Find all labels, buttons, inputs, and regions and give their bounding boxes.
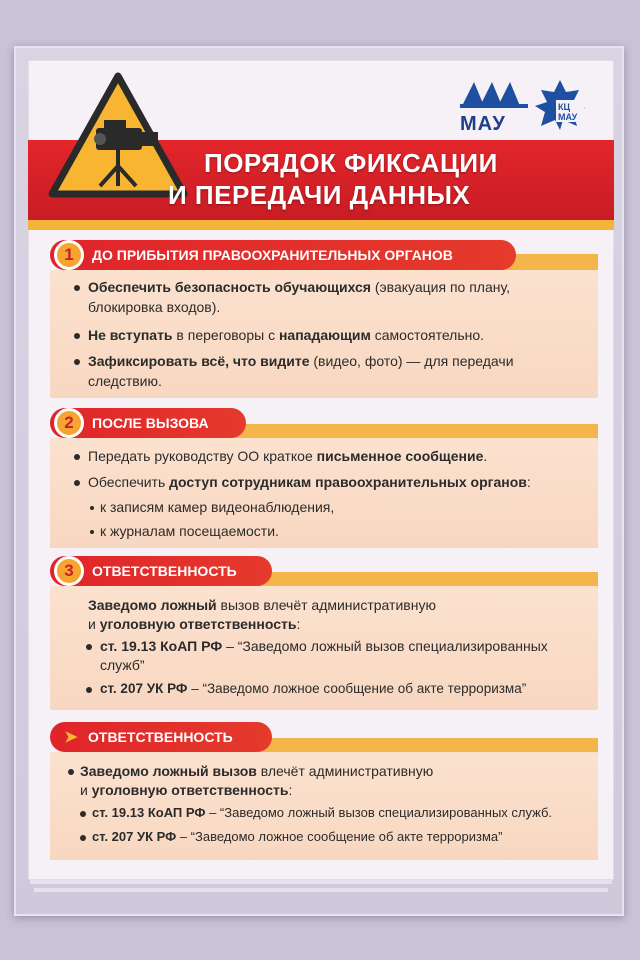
- section-2-number: 2: [54, 408, 84, 438]
- s2-sub-2: к журналам посещаемости.: [100, 523, 279, 539]
- section-2-header: [50, 408, 246, 438]
- s2-bullet-2: Обеспечить доступ сотрудникам правоохранительных органов:: [88, 474, 531, 490]
- mau-logo-text: МАУ: [460, 113, 506, 135]
- bullet: [74, 359, 80, 365]
- header-stripe: [28, 220, 614, 230]
- sub-bullet: [90, 506, 94, 510]
- s1-bullet-3-cont: следствию.: [88, 373, 162, 389]
- title-line-2: И ПЕРЕДАЧИ ДАННЫХ: [168, 180, 471, 210]
- s4-line-2: и уголовную ответственность:: [80, 782, 293, 798]
- bullet: [80, 835, 86, 841]
- s4-bullet-1: ст. 19.13 КоАП РФ – “Заведомо ложный вызов специализированных служб.: [92, 805, 553, 820]
- kc-mau-logo: [533, 78, 587, 134]
- camera-warning-icon: [48, 70, 188, 200]
- s3-line-1: Заведомо ложный вызов влечёт административную: [88, 597, 436, 613]
- section-2-title: ПОСЛЕ ВЫЗОВА: [92, 415, 209, 431]
- mau-logo-mark: [460, 78, 530, 108]
- poster: [28, 60, 614, 880]
- sheet-edge: [34, 888, 608, 892]
- section-1-header: [50, 240, 516, 270]
- sheet-edge: [30, 880, 612, 884]
- kc-logo-top: КЦ: [558, 102, 571, 112]
- bullet: [74, 480, 80, 486]
- section-3-header: [50, 556, 272, 586]
- bolt-icon: ➤: [64, 729, 78, 746]
- section-4-title: ОТВЕТСТВЕННОСТЬ: [88, 729, 233, 745]
- section-1-title: ДО ПРИБЫТИЯ ПРАВООХРАНИТЕЛЬНЫХ ОРГАНОВ: [92, 247, 453, 263]
- s2-sub-1: к записям камер видеонаблюдения,: [100, 499, 335, 515]
- s3-bullet-2: ст. 207 УК РФ – “Заведомо ложное сообщение об акте терроризма”: [100, 681, 527, 696]
- kc-logo-bottom: МАУ: [558, 112, 578, 122]
- section-1-number: 1: [54, 240, 84, 270]
- s3-line-2: и уголовную ответственность:: [88, 616, 301, 632]
- bullet: [74, 454, 80, 460]
- s4-bullet-2: ст. 207 УК РФ – “Заведомо ложное сообщение об акте терроризма”: [92, 829, 503, 844]
- bullet: [68, 769, 74, 775]
- bullet: [74, 285, 80, 291]
- s1-bullet-2: Не вступать в переговоры с нападающим самостоятельно.: [88, 327, 485, 343]
- kc-mau-logo-mark: [533, 78, 587, 132]
- section-3-number: 3: [54, 556, 84, 586]
- bullet: [74, 333, 80, 339]
- s1-bullet-1-cont: блокировка входов).: [88, 299, 221, 315]
- mau-logo: [460, 78, 530, 134]
- title-line-1: ПОРЯДОК ФИКСАЦИИ: [204, 148, 498, 178]
- s1-bullet-3: Зафиксировать всё, что видите (видео, фото) — для передачи: [88, 353, 514, 369]
- s3-bullet-1-cont: служб”: [100, 657, 145, 673]
- section-4-header: [50, 722, 272, 752]
- bullet: [86, 644, 92, 650]
- bullet: [86, 687, 92, 693]
- s3-bullet-1: ст. 19.13 КоАП РФ – “Заведомо ложный вызов специализированных: [100, 638, 548, 654]
- section-3-title: ОТВЕТСТВЕННОСТЬ: [92, 563, 237, 579]
- sub-bullet: [90, 530, 94, 534]
- s4-line-1: Заведомо ложный вызов влечёт административную: [80, 763, 434, 779]
- bullet: [80, 811, 86, 817]
- s2-bullet-1: Передать руководству ОО краткое письменное сообщение.: [88, 448, 488, 464]
- s1-bullet-1: Обеспечить безопасность обучающихся (эвакуация по плану,: [88, 279, 510, 295]
